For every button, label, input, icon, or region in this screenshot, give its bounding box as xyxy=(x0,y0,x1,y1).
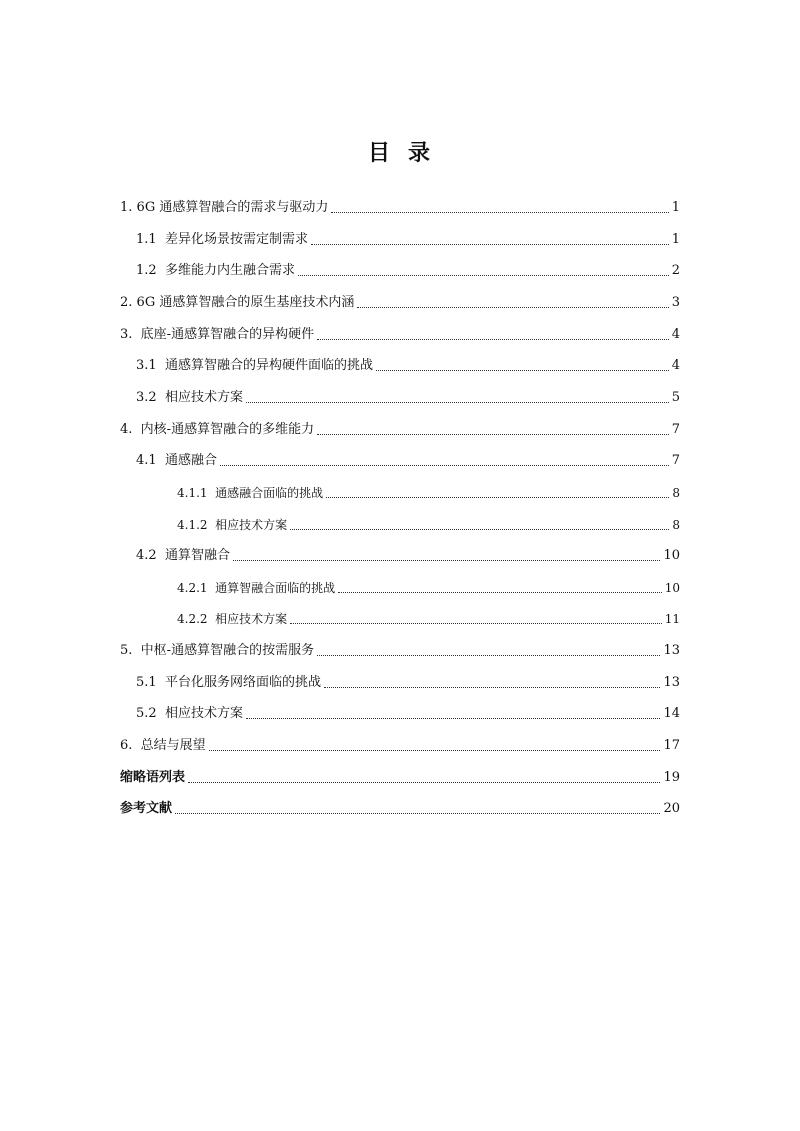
toc-page-number: 8 xyxy=(672,518,680,532)
toc-label: 参考文献 xyxy=(120,801,173,816)
toc-label: 相应技术方案 xyxy=(215,612,288,626)
toc-page-number: 7 xyxy=(671,422,680,437)
toc-number: 4.1 xyxy=(136,453,165,468)
dot-leader xyxy=(357,306,668,308)
toc-entry-4-2-2[interactable] xyxy=(177,607,680,627)
toc-entry-3[interactable] xyxy=(120,323,680,343)
toc-number: 1.1 xyxy=(136,232,165,247)
toc-page-number: 4 xyxy=(671,358,680,373)
toc-label: 通感融合面临的挑战 xyxy=(215,486,324,500)
dot-leader xyxy=(376,369,669,371)
toc-entry-2[interactable] xyxy=(120,291,680,311)
dot-leader xyxy=(317,338,669,340)
toc-page-number: 1 xyxy=(671,200,680,215)
toc-entry-references[interactable] xyxy=(120,797,680,817)
toc-label: 通算智融合面临的挑战 xyxy=(215,581,336,595)
toc-page-number: 19 xyxy=(663,770,680,785)
toc-page-number: 14 xyxy=(663,706,680,721)
toc-entry-6[interactable] xyxy=(120,734,680,754)
dot-leader xyxy=(317,654,660,656)
toc-label: 通感算智融合的异构硬件面临的挑战 xyxy=(164,358,373,373)
toc-number: 4.1.2 xyxy=(177,518,216,532)
toc-number: 4. xyxy=(120,422,141,437)
dot-leader xyxy=(311,243,669,245)
dot-leader xyxy=(209,749,661,751)
toc-number: 4.1.1 xyxy=(177,486,216,500)
dot-leader xyxy=(331,211,668,213)
dot-leader xyxy=(324,686,660,688)
toc-entry-3-1[interactable] xyxy=(136,354,680,374)
toc-entry-5[interactable] xyxy=(120,639,680,659)
toc-page-number: 13 xyxy=(663,643,680,658)
toc-entry-1-2[interactable] xyxy=(136,259,680,279)
toc-number: 4.2.2 xyxy=(177,612,216,626)
toc-label: 通感融合 xyxy=(164,453,217,468)
dot-leader xyxy=(188,781,660,783)
dot-leader xyxy=(246,717,660,719)
toc-number: 5. xyxy=(120,643,141,658)
toc-label: 通算智融合 xyxy=(164,548,230,563)
toc-page-number: 11 xyxy=(664,612,680,626)
toc-label: 相应技术方案 xyxy=(215,518,288,532)
toc-label: 底座-通感算智融合的异构硬件 xyxy=(140,327,315,342)
toc-entry-5-1[interactable] xyxy=(136,671,680,691)
toc-page-number: 8 xyxy=(672,486,680,500)
toc-page-number: 7 xyxy=(671,453,680,468)
dot-leader xyxy=(326,496,669,498)
dot-leader xyxy=(233,559,660,561)
toc-label: 6G 通感算智融合的原生基座技术内涵 xyxy=(136,295,355,310)
toc-number: 1.2 xyxy=(136,263,165,278)
toc-label: 中枢-通感算智融合的按需服务 xyxy=(140,643,315,658)
toc-entry-4-1-1[interactable] xyxy=(177,481,680,501)
toc-label: 多维能力内生融合需求 xyxy=(164,263,295,278)
dot-leader xyxy=(220,464,669,466)
toc-page-number: 13 xyxy=(663,675,680,690)
toc-label: 差异化场景按需定制需求 xyxy=(164,232,308,247)
dot-leader xyxy=(338,591,662,593)
toc-entry-5-2[interactable] xyxy=(136,702,680,722)
toc-page-number: 10 xyxy=(664,581,680,595)
toc-number: 1. xyxy=(120,200,137,215)
toc-number: 5.1 xyxy=(136,675,165,690)
toc-number: 3. xyxy=(120,327,141,342)
toc-number: 3.1 xyxy=(136,358,165,373)
page-title xyxy=(0,136,800,167)
toc-page-number: 2 xyxy=(671,263,680,278)
dot-leader xyxy=(290,622,662,624)
dot-leader xyxy=(290,528,669,530)
toc-number: 6. xyxy=(120,738,141,753)
toc-number: 5.2 xyxy=(136,706,165,721)
toc-page-number: 4 xyxy=(671,327,680,342)
toc-number: 2. xyxy=(120,295,137,310)
toc-page-number: 17 xyxy=(663,738,680,753)
dot-leader xyxy=(175,812,660,814)
toc-entry-1[interactable] xyxy=(120,196,680,216)
toc-label: 相应技术方案 xyxy=(164,390,243,405)
toc-label: 缩略语列表 xyxy=(120,770,186,785)
toc-entry-4-1[interactable] xyxy=(136,449,680,469)
toc-page-number: 10 xyxy=(663,548,680,563)
toc-label: 相应技术方案 xyxy=(164,706,243,721)
title-char-2: 录 xyxy=(408,141,433,166)
toc-label: 内核-通感算智融合的多维能力 xyxy=(140,422,315,437)
toc-page-number: 3 xyxy=(671,295,680,310)
toc-page-number: 1 xyxy=(671,232,680,247)
toc-number: 3.2 xyxy=(136,390,165,405)
toc-page-number: 20 xyxy=(663,801,680,816)
toc-entry-4-1-2[interactable] xyxy=(177,513,680,533)
dot-leader xyxy=(317,433,669,435)
toc-entry-3-2[interactable] xyxy=(136,386,680,406)
toc-page-number: 5 xyxy=(671,390,680,405)
toc-label: 6G 通感算智融合的需求与驱动力 xyxy=(136,200,329,215)
toc-label: 总结与展望 xyxy=(140,738,206,753)
toc-entry-4[interactable] xyxy=(120,418,680,438)
title-char-1: 目 xyxy=(367,141,392,166)
dot-leader xyxy=(246,401,669,403)
toc-label: 平台化服务网络面临的挑战 xyxy=(164,675,321,690)
dot-leader xyxy=(298,274,669,276)
toc-entry-4-2[interactable] xyxy=(136,544,680,564)
toc-number: 4.2 xyxy=(136,548,165,563)
toc-number: 4.2.1 xyxy=(177,581,216,595)
toc-entry-abbreviations[interactable] xyxy=(120,766,680,786)
toc-entry-4-2-1[interactable] xyxy=(177,576,680,596)
toc-entry-1-1[interactable] xyxy=(136,228,680,248)
